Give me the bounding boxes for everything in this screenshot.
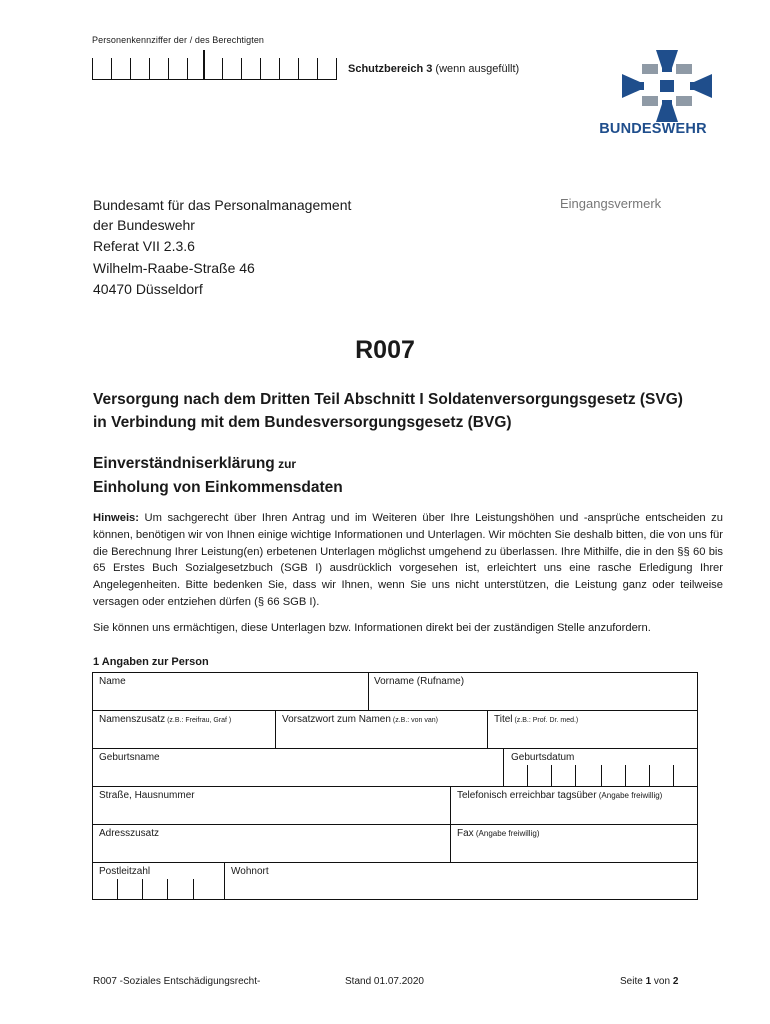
city-field[interactable]: Wohnort <box>231 866 269 877</box>
subtitle-main: Einverständniserklärung <box>93 455 275 472</box>
title-field[interactable]: Titel (z.B.: Prof. Dr. med.) <box>494 714 579 725</box>
address-line: Bundesamt für das Personalmanagement <box>93 197 352 213</box>
personal-id-boxes[interactable] <box>92 50 337 80</box>
footer-page-number: Seite 1 von 2 <box>620 976 679 987</box>
form-subtitle <box>93 452 343 499</box>
footer-date: Stand 01.07.2020 <box>345 976 424 987</box>
recipient-address <box>93 196 351 300</box>
person-data-form <box>92 672 698 900</box>
personal-id-label: Personenkennziffer der / des Berechtigten <box>92 35 265 45</box>
form-number: R007 <box>355 336 415 364</box>
birth-date-field[interactable]: Geburtsdatum <box>511 752 575 763</box>
section-heading: 1 Angaben zur Person <box>93 656 209 668</box>
footer-form-name: R007 -Soziales Entschädigungsrecht- <box>93 976 261 987</box>
form-title-line: Versorgung nach dem Dritten Teil Abschnitt I Soldatenversorgungsgesetz (SVG) <box>93 391 683 408</box>
name-prefix-field[interactable]: Vorsatzwort zum Namen (z.B.: von van) <box>282 714 439 725</box>
address-line: 40470 Düsseldorf <box>93 281 203 297</box>
address-suffix-field[interactable]: Adresszusatz <box>99 828 160 839</box>
first-name-field[interactable]: Vorname (Rufname) <box>374 676 465 687</box>
form-title <box>93 388 683 434</box>
address-line: der Bundeswehr <box>93 216 195 233</box>
phone-field[interactable]: Telefonisch erreichbar tagsüber (Angabe freiwillig) <box>457 790 663 801</box>
receipt-stamp-label: Eingangsvermerk <box>560 196 662 211</box>
subtitle-line: Einholung von Einkommensdaten <box>93 479 343 496</box>
subtitle-small: zur <box>274 457 297 471</box>
authorization-text: Sie können uns ermächtigen, diese Unterlagen bzw. Informationen direkt bei der zuständigen Stelle anzufordern. <box>93 622 651 634</box>
name-field[interactable]: Name <box>99 676 126 687</box>
address-line: Referat VII 2.3.6 <box>93 238 195 254</box>
address-line: Wilhelm-Raabe-Straße 46 <box>93 259 255 276</box>
street-field[interactable]: Straße, Hausnummer <box>99 790 195 801</box>
protection-area: Schutzbereich 3 (wenn ausgefüllt) <box>348 63 520 75</box>
hint-paragraph: Hinweis: Um sachgerecht über Ihren Antrag und im Weiteren über Ihre Leistungshöhen und -ansprüche entscheiden zu können, benötigen wir von Ihnen einige wichtige Informationen und Unterlagen. Wir möchten Sie deshalb bitten, die von uns für die Berechnung Ihrer Leistung(en) erbetenen Unterlagen möglichst umgehend zu überlassen. Ihre Mithilfe, die in den §§ 60 bis 65 Erstes Buch Sozialgesetzbuch (SGB I) ausdrücklich vorgesehen ist, erleichtert uns eine rasche Erledigung Ihrer Angelegenheiten. Bitte bedenken Sie, dass wir Ihnen, wenn Sie uns nicht unterstützen, die Leistung ganz oder teilweise versagen oder entziehen dürfen (§ 66 SGB I). <box>93 512 723 608</box>
birth-name-field[interactable]: Geburtsname <box>99 752 160 763</box>
form-title-line: in Verbindung mit dem Bundesversorgungsgesetz (BVG) <box>93 414 512 431</box>
fax-field[interactable]: Fax (Angabe freiwillig) <box>457 828 540 839</box>
name-suffix-field[interactable]: Namenszusatz (z.B.: Freifrau, Graf ) <box>99 714 232 725</box>
postal-code-field[interactable]: Postleitzahl <box>99 866 151 877</box>
bundeswehr-logo-text: BUNDESWEHR <box>599 121 707 137</box>
